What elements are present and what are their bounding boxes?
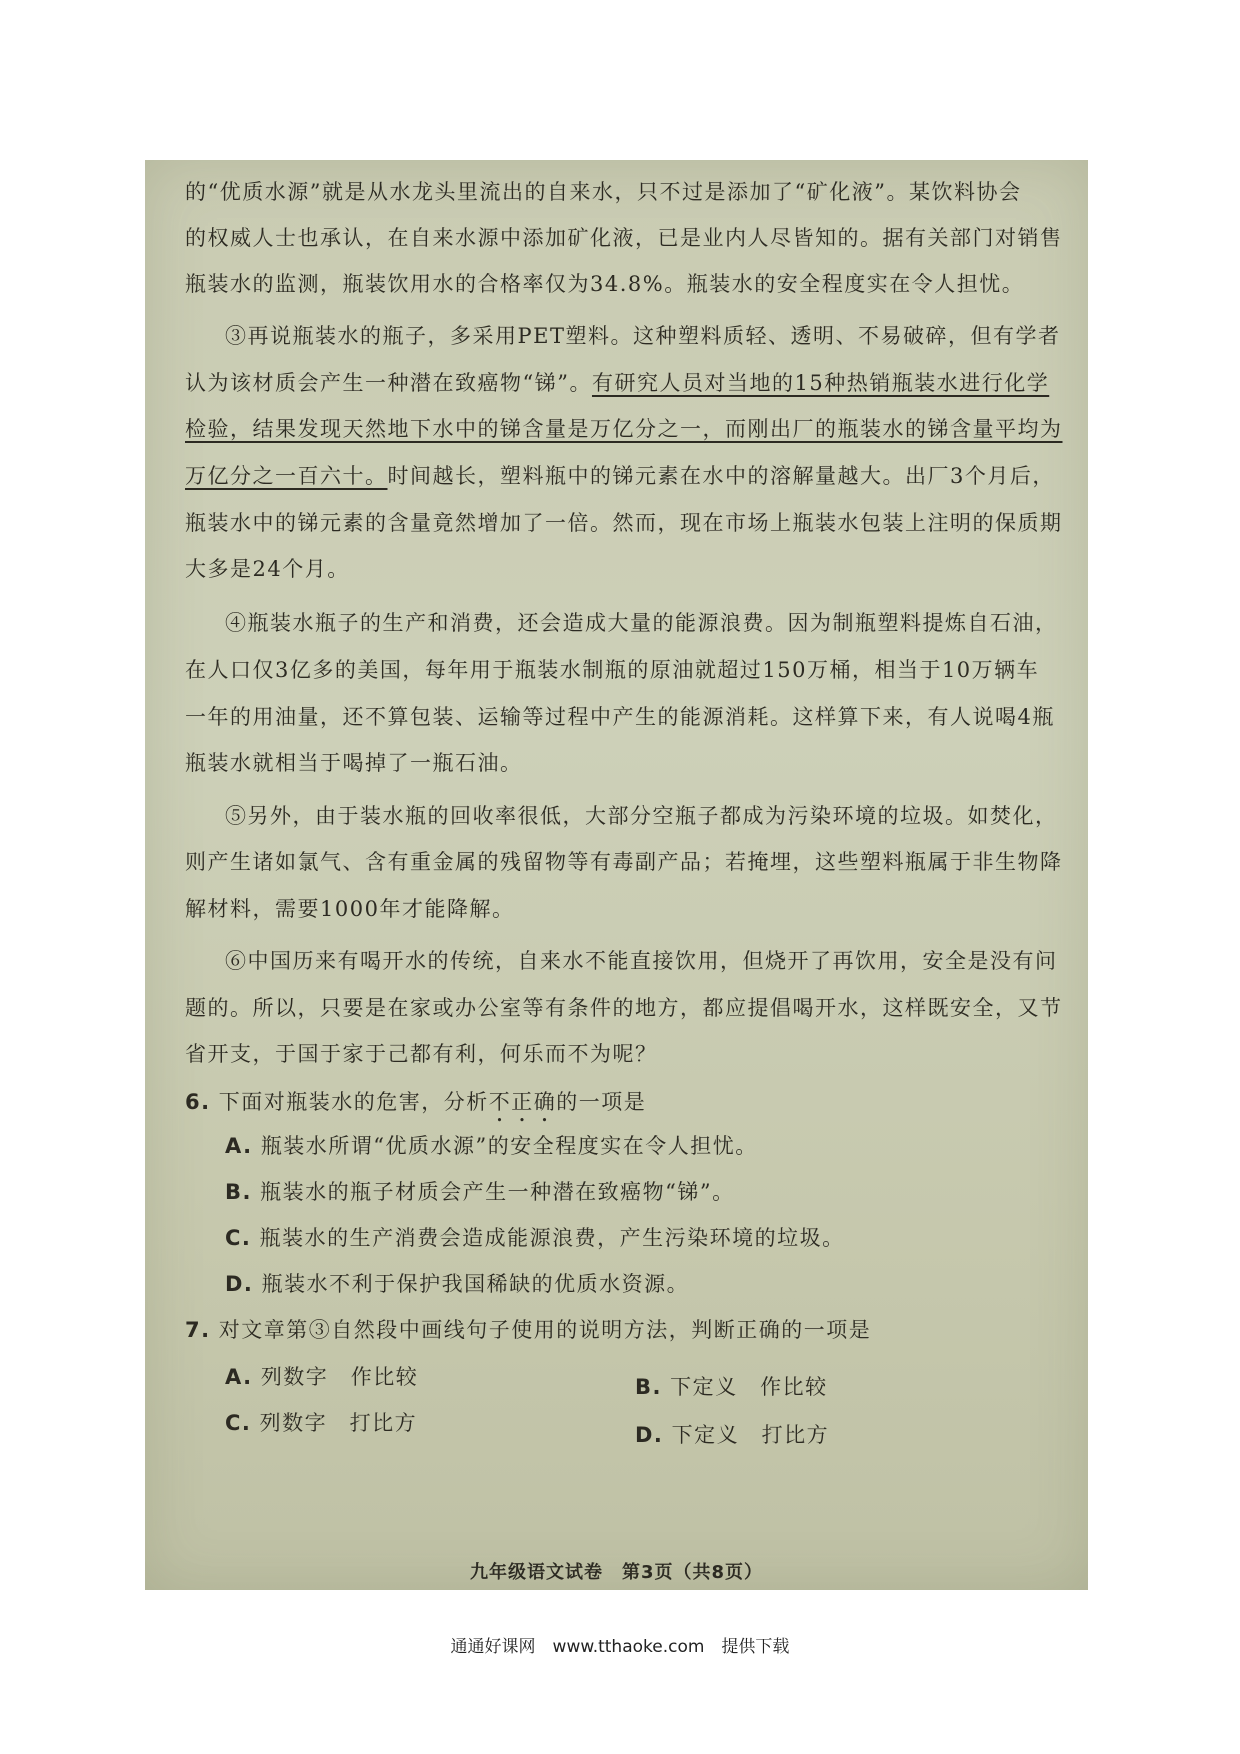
passage-text: 认为该材质会产生一种潜在致癌物“锑”。 xyxy=(185,371,592,395)
passage-line: 的“优质水源”就是从水龙头里流出的自来水，只不过是添加了“矿化液”。某饮料协会 xyxy=(185,180,1022,204)
passage-line: 的权威人士也承认，在自来水源中添加矿化液，已是业内人尽皆知的。据有关部门对销售 xyxy=(185,226,1063,250)
question-7-stem xyxy=(185,1320,871,1341)
option-text: 下定义 作比较 xyxy=(670,1375,828,1399)
page-footer: 九年级语文试卷 第3页（共8页） xyxy=(469,1562,764,1583)
option-letter: D. xyxy=(225,1272,254,1296)
option-text: 瓶装水所谓“优质水源”的安全程度实在令人担忧。 xyxy=(260,1134,758,1158)
option-letter: A. xyxy=(225,1134,253,1158)
passage-line: 省开支，于国于家于己都有利，何乐而不为呢？ xyxy=(185,1042,658,1066)
option-text: 瓶装水不利于保护我国稀缺的优质水资源。 xyxy=(261,1272,690,1296)
underlined-sentence: 有研究人员对当地的15种热销瓶装水进行化学 xyxy=(591,371,1050,395)
passage-line: 一年的用油量，还不算包装、运输等过程中产生的能源消耗。这样算下来，有人说喝4瓶 xyxy=(185,705,1055,729)
question-number: 6. xyxy=(185,1090,211,1114)
option-d[interactable] xyxy=(635,1425,829,1446)
option-d[interactable] xyxy=(225,1274,689,1295)
passage-line: ⑤另外，由于装水瓶的回收率很低，大部分空瓶子都成为污染环境的垃圾。如焚化， xyxy=(225,804,1058,828)
passage-line: 瓶装水就相当于喝掉了一瓶石油。 xyxy=(185,751,523,775)
passage-line: 在人口仅3亿多的美国，每年用于瓶装水制瓶的原油就超过150万桶，相当于10万辆车 xyxy=(185,658,1040,682)
option-letter: B. xyxy=(635,1375,662,1399)
scanned-exam-page xyxy=(145,160,1088,1590)
question-6-stem xyxy=(185,1090,646,1127)
option-letter: A. xyxy=(225,1365,253,1389)
question-text: 下面对瓶装水的危害，分析 xyxy=(218,1090,489,1114)
passage-line: ③再说瓶装水的瓶子，多采用PET塑料。这种塑料质轻、透明、不易破碎，但有学者 xyxy=(225,324,1061,348)
passage-line: 题的。所以，只要是在家或办公室等有条件的地方，都应提倡喝开水，这样既安全，又节 xyxy=(185,996,1063,1020)
option-text: 瓶装水的瓶子材质会产生一种潜在致癌物“锑”。 xyxy=(260,1180,735,1204)
question-number: 7. xyxy=(185,1318,211,1342)
option-a[interactable] xyxy=(225,1136,758,1157)
passage-line: ⑥中国历来有喝开水的传统，自来水不能直接饮用，但烧开了再饮用，安全是没有问 xyxy=(225,949,1058,973)
option-letter: B. xyxy=(225,1180,252,1204)
passage-line: 瓶装水中的锑元素的含量竟然增加了一倍。然而，现在市场上瓶装水包装上注明的保质期 xyxy=(185,511,1063,535)
option-letter: D. xyxy=(635,1423,664,1447)
option-b[interactable] xyxy=(635,1377,828,1398)
download-caption: 通通好课网 www.tthaoke.com 提供下载 xyxy=(450,1637,790,1657)
passage-line: 瓶装水的监测，瓶装饮用水的合格率仅为34.8%。瓶装水的安全程度实在令人担忧。 xyxy=(185,272,1025,296)
option-text: 列数字 作比较 xyxy=(260,1365,419,1389)
option-text: 下定义 打比方 xyxy=(671,1423,830,1447)
underlined-sentence: 检验，结果发现天然地下水中的锑含量是万亿分之一，而刚出厂的瓶装水的锑含量平均为 xyxy=(185,417,1063,441)
emphasized-text: 不正确 xyxy=(488,1090,557,1114)
question-text: 的一项是 xyxy=(556,1090,647,1114)
passage-text: 时间越长，塑料瓶中的锑元素在水中的溶解量越大。出厂3个月后， xyxy=(387,464,1055,488)
option-text: 瓶装水的生产消费会造成能源浪费，产生污染环境的垃圾。 xyxy=(259,1226,845,1250)
question-text: 对文章第③自然段中画线句子使用的说明方法，判断正确的一项是 xyxy=(218,1318,872,1342)
passage-line: ④瓶装水瓶子的生产和消费，还会造成大量的能源浪费。因为制瓶塑料提炼自石油， xyxy=(225,611,1058,635)
option-a[interactable] xyxy=(225,1367,418,1388)
passage-line xyxy=(185,373,1049,394)
option-b[interactable] xyxy=(225,1182,735,1203)
option-letter: C. xyxy=(225,1226,252,1250)
option-c[interactable] xyxy=(225,1413,417,1434)
passage-line: 大多是24个月。 xyxy=(185,557,350,581)
passage-line xyxy=(185,466,1055,487)
underlined-sentence: 万亿分之一百六十。 xyxy=(185,464,388,488)
passage-line: 解材料，需要1000年才能降解。 xyxy=(185,897,515,921)
option-letter: C. xyxy=(225,1411,252,1435)
passage-line: 则产生诸如氯气、含有重金属的残留物等有毒副产品；若掩埋，这些塑料瓶属于非生物降 xyxy=(185,850,1063,874)
option-text: 列数字 打比方 xyxy=(259,1411,418,1435)
option-c[interactable] xyxy=(225,1228,845,1249)
